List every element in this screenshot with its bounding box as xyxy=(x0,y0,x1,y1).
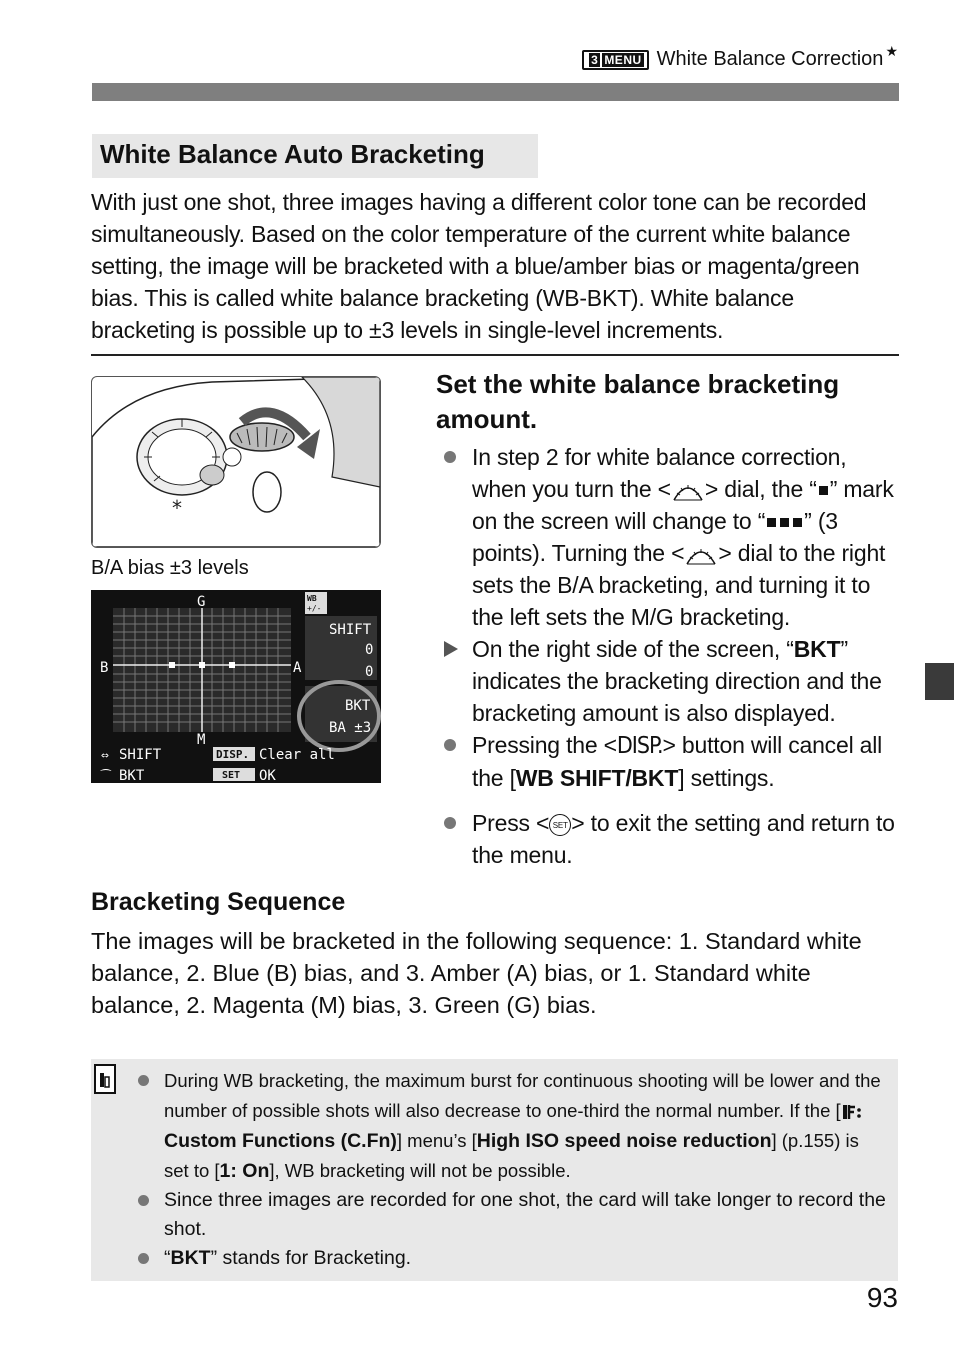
set-action: OK xyxy=(259,768,276,783)
step-title: Set the white balance bracketing amount. xyxy=(436,369,840,434)
shift-label: SHIFT xyxy=(329,622,372,638)
section-title: White Balance Auto Bracketing xyxy=(92,134,538,178)
running-header xyxy=(582,43,898,71)
ctrl-bkt: BKT xyxy=(119,768,145,783)
disp-button-icon: DISP. xyxy=(616,733,663,759)
bullet-icon xyxy=(444,739,456,751)
step-list xyxy=(442,441,902,871)
list-item: Since three images are recorded for one shot, the card will take longer to record the shot. xyxy=(136,1186,886,1244)
svg-text:SET: SET xyxy=(222,770,241,781)
axis-m: M xyxy=(197,732,206,748)
axis-g: G xyxy=(197,594,206,610)
main-dial-icon xyxy=(684,544,718,566)
arrow-bullet-icon xyxy=(444,641,458,657)
ctrl-shift: SHIFT xyxy=(119,747,162,763)
header-bar xyxy=(92,83,899,101)
note-icon xyxy=(92,1063,118,1102)
point-icon xyxy=(780,518,789,527)
bullet-icon xyxy=(138,1075,149,1086)
main-dial-icon xyxy=(671,480,705,502)
list-item: In step 2 for white balance correction, when you turn the < > dial, the “ ” mark on the screen will change to “ ” (3 points). Turning the < > dial to the right sets the B/A bracketing, and turning it to the left sets the M/G bracketing. xyxy=(442,441,902,633)
custom-functions-icon xyxy=(841,1102,863,1122)
list-item: During WB bracketing, the maximum burst for continuous shooting will be lower and the number of possible shots will also decrease to one-third the normal number. If the [Custom Functions (C.Fn)] menu’s [High ISO speed noise reduction] (p.155) is set to [1: On], WB bracketing will not be possible. xyxy=(136,1066,886,1186)
main-dial-icon: ⁀ xyxy=(101,769,111,783)
illustration-caption: B/A bias ±3 levels xyxy=(91,557,249,579)
svg-text:+/-: +/- xyxy=(307,604,322,613)
multi-controller-icon: ⇔ xyxy=(101,748,109,763)
list-item: “BKT” stands for Bracketing. xyxy=(136,1244,886,1273)
divider xyxy=(91,354,899,356)
bullet-icon xyxy=(138,1195,149,1206)
lcd-screen xyxy=(91,590,381,783)
bullet-icon xyxy=(444,451,456,463)
list-item: Press < SET > to exit the setting and return to the menu. xyxy=(442,807,902,871)
list-item: Pressing the <DISP.> button will cancel all the [WB SHIFT/BKT] settings. xyxy=(442,729,902,794)
bracket-point-b xyxy=(169,662,175,668)
single-point-icon xyxy=(819,486,828,495)
bullet-icon xyxy=(444,817,456,829)
set-button-icon: SET xyxy=(549,814,571,836)
bullet-icon xyxy=(138,1253,149,1264)
point-icon xyxy=(793,518,802,527)
menu-tab-icon: 3 MENU xyxy=(582,50,649,70)
chapter-tab xyxy=(925,663,954,700)
bkt-value: BA ±3 xyxy=(329,720,372,736)
bracket-point-a xyxy=(229,662,235,668)
bracketing-paragraph: The images will be bracketed in the following sequence: 1. Standard white balance, 2. Blue (B) bias, and 3. Amber (A) bias, or 1. Standard white balance, 2. Magenta (M) bias, 3. Green (G) bias. xyxy=(91,928,862,1018)
advanced-star-icon: ★ xyxy=(885,43,898,59)
list-item: On the right side of the screen, “BKT” indicates the bracketing direction and the bracketing amount is also displayed. xyxy=(442,633,902,729)
intro-paragraph: With just one shot, three images having a different color tone can be recorded simultaneously. Based on the color temperature of the current white balance setting, the image will be bracketed with a blue/amber bias or magenta/green bias. This is called white balance bracketing (WB-BKT). White balance bracketing is possible up to ±3 levels in single-level increments. xyxy=(91,189,867,343)
header-title: White Balance Correction xyxy=(656,48,884,70)
axis-b: B xyxy=(100,660,109,676)
svg-text:DISP.: DISP. xyxy=(216,748,250,761)
camera-dial-illustration xyxy=(91,376,381,548)
point-icon xyxy=(767,518,776,527)
axis-a: A xyxy=(293,660,302,676)
disp-action: Clear all xyxy=(259,747,335,763)
page-number: 93 xyxy=(866,1282,898,1313)
svg-text:WB: WB xyxy=(307,594,317,603)
shift-value-1: 0 xyxy=(365,642,374,658)
shift-value-2: 0 xyxy=(365,664,374,680)
bkt-label: BKT xyxy=(345,698,371,714)
note-list xyxy=(136,1066,886,1273)
subsection-title: Bracketing Sequence xyxy=(91,888,346,916)
bracket-point-center xyxy=(199,662,205,668)
svg-text:*: * xyxy=(172,496,182,520)
